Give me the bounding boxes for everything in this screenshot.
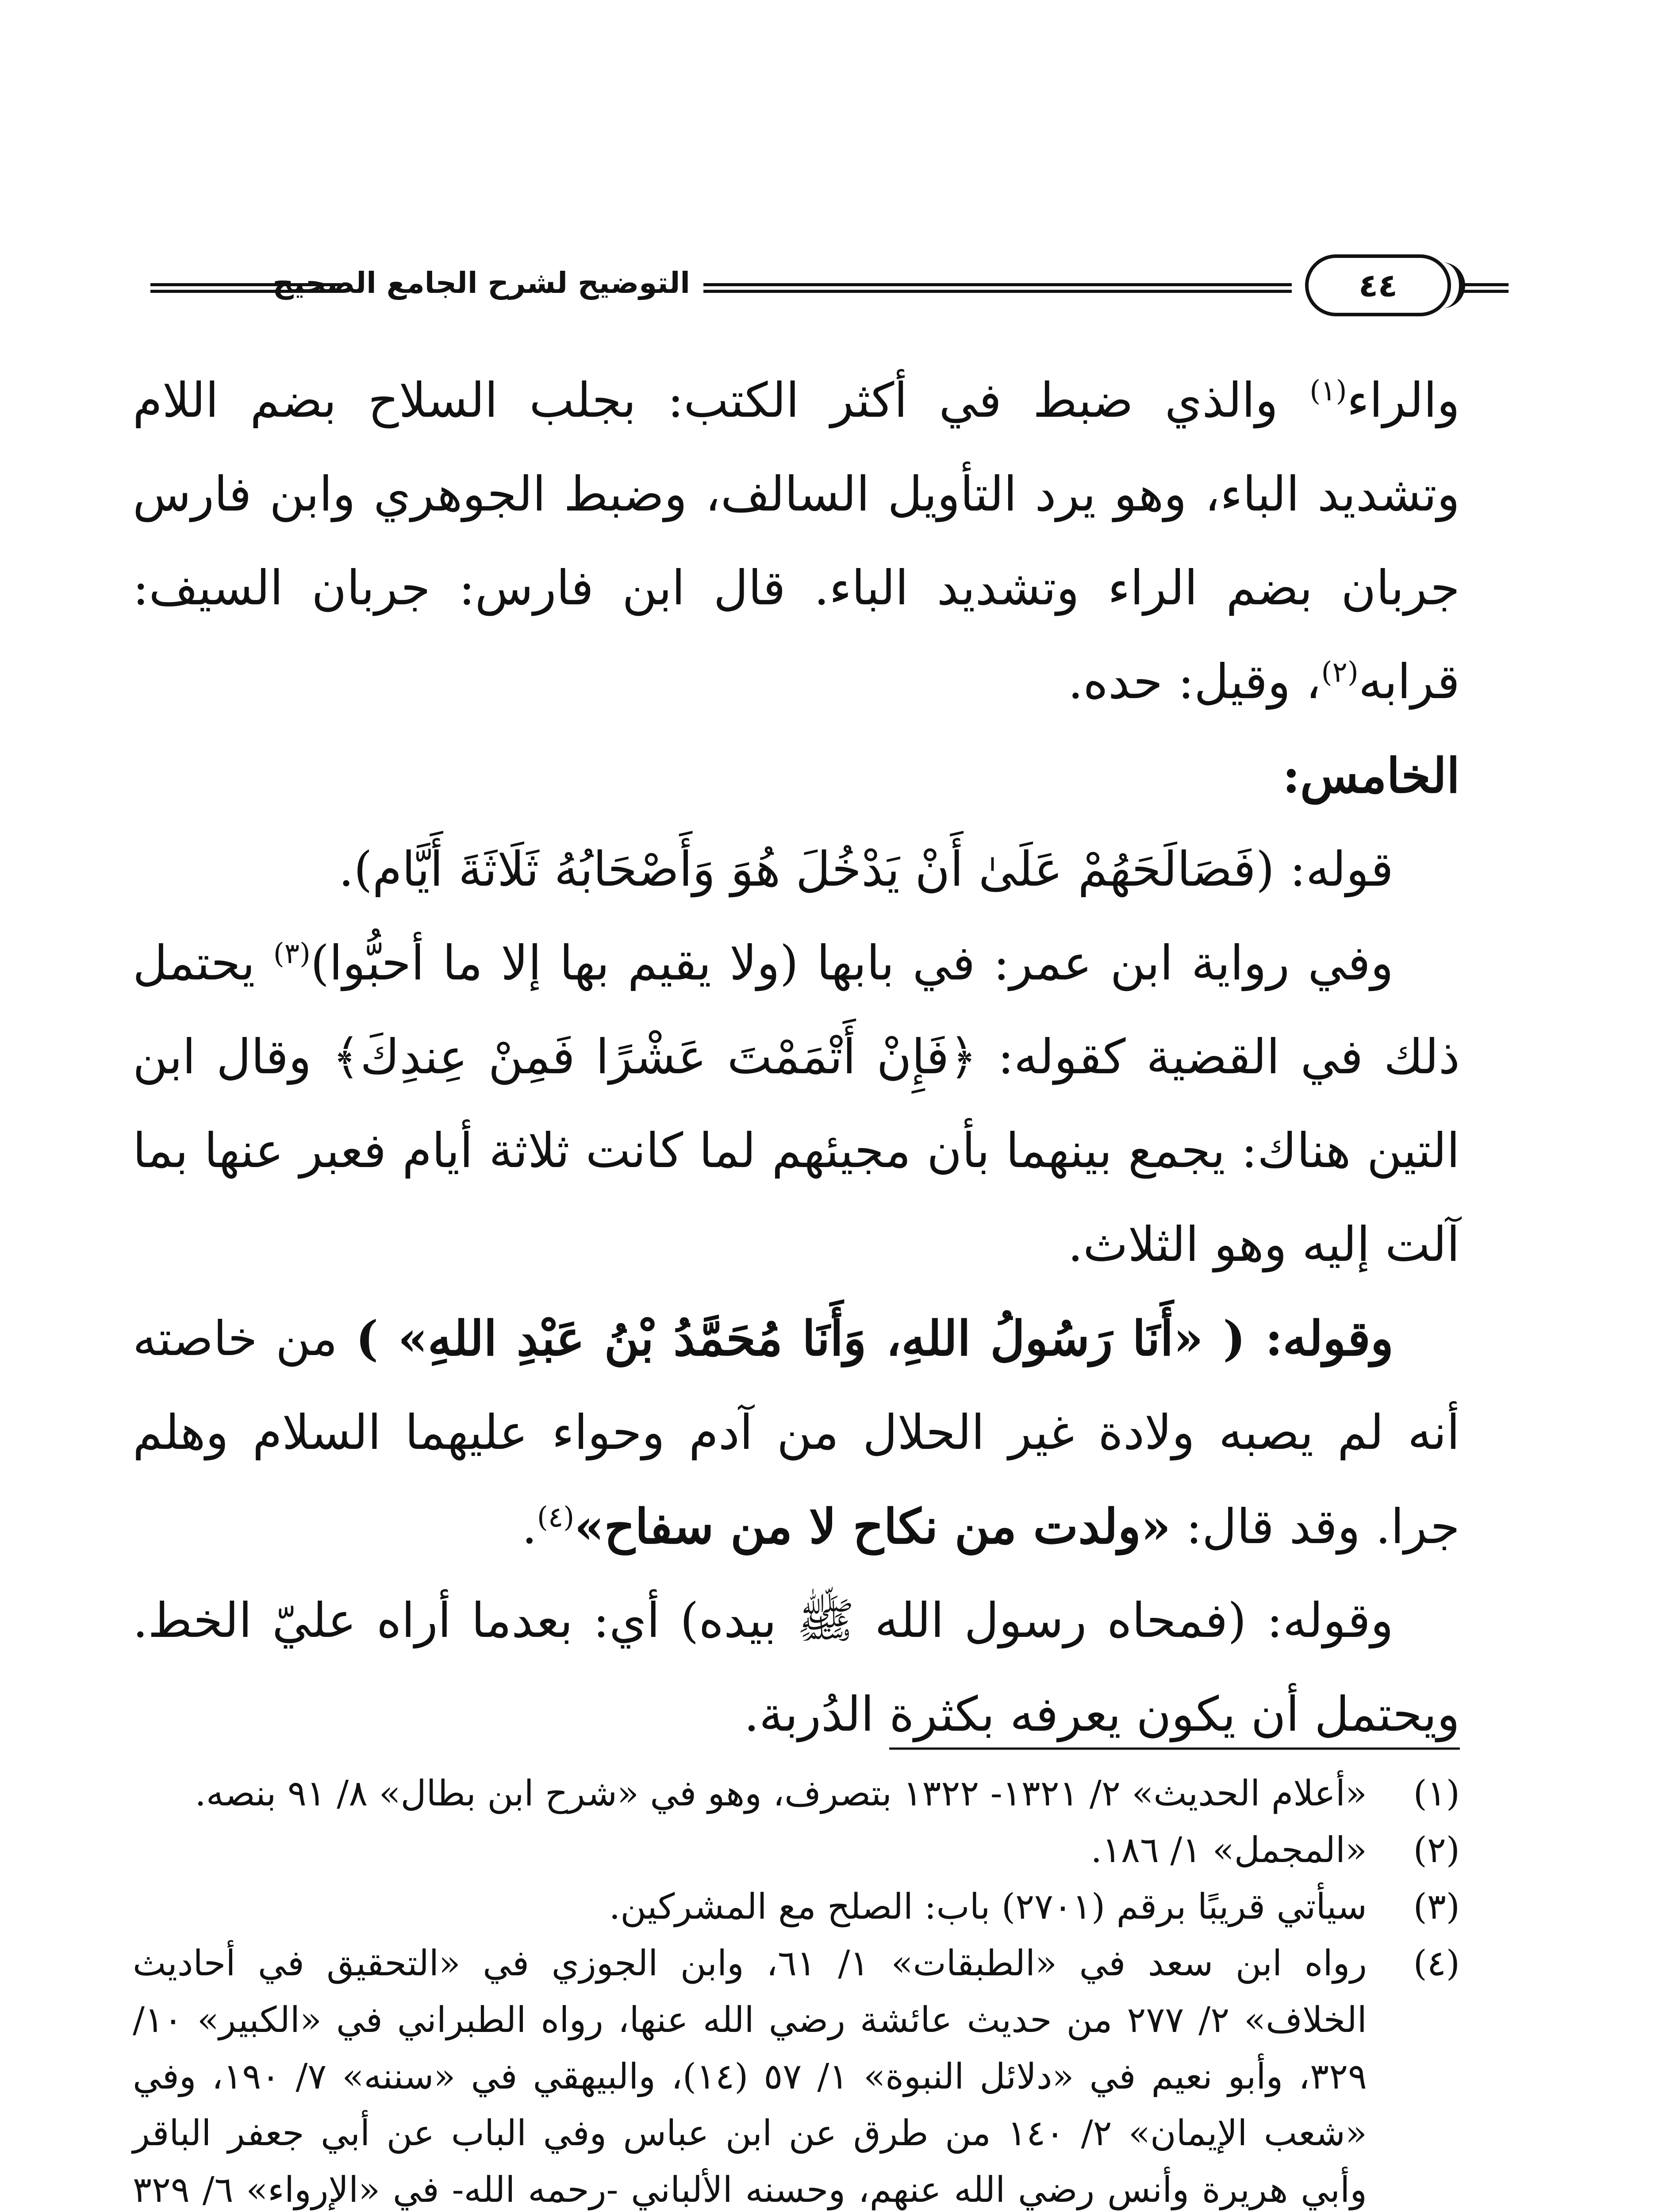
footnote-ref-4[interactable]: (٤) [537, 1501, 575, 1534]
footnote-4 [133, 1935, 1460, 2212]
text: يحتمل ذلك في القضية كقوله: [133, 936, 1460, 1085]
paragraph-5 [133, 1574, 1460, 1762]
hadith-quote: (فمحاه رسول الله ﷺ بيده) [680, 1593, 1247, 1648]
hadith-quote: (فَصَالَحَهُمْ عَلَىٰ أَنْ يَدْخُلَ هُوَ وَأَصْحَابُهُ ثَلَاثَةَ أَيَّام). [338, 842, 1275, 897]
text: والراء [1347, 373, 1460, 428]
page-number: ٤٤ [1359, 267, 1397, 304]
text: قوله: [1275, 842, 1394, 897]
text: وفي رواية ابن عمر: في بابها (ولا يقيم بها إلا ما أحبُّوا) [311, 936, 1394, 991]
footnote-1 [133, 1765, 1460, 1822]
footnote-3 [133, 1878, 1460, 1935]
footnote-ref-1[interactable]: (١) [1309, 375, 1347, 407]
text: أي: بعدما أراه عليّ الخط. ويحتمل أن يكون يعرفه بكثرة الدُربة. [133, 1593, 1460, 1742]
running-title: التوضيح لشرح الجامع الصحيح [273, 266, 690, 300]
paragraph-1 [133, 354, 1460, 729]
text: وقوله: [1245, 1311, 1394, 1367]
paragraph-4 [133, 1292, 1460, 1574]
hadith-quote-2: «ولدت من نكاح لا من سفاح» [574, 1499, 1171, 1555]
quran-quote: ﴿فَإِنْ أَتْمَمْتَ عَشْرًا فَمِنْ عِندِكَ﴾ [332, 1029, 977, 1085]
footnote-ref-2[interactable]: (٢) [1321, 656, 1359, 689]
paragraph-3 [133, 917, 1460, 1292]
header-rule-middle [703, 283, 1292, 293]
text: وقال ابن التين هناك: يجمع بينهما بأن مجيئهم لما كانت ثلاثة أيام فعبر عنها بما آلت إليه وهو الثلاث. [133, 1029, 1460, 1272]
text: والذي ضبط في أكثر الكتب: بجلب السلاح بضم اللام وتشديد الباء، وهو يرد التأويل السالف، وضبط الجوهري وابن فارس جربان بضم الراء وتشديد الباء. قال ابن فارس: جربان السيف: قرابه [133, 373, 1460, 710]
text: من خاصته أنه لم يصبه ولادة غير الحلال من آدم وحواء عليهما السلام وهلم جرا. وقد قال: [133, 1311, 1460, 1555]
footnote-text: «أعلام الحديث» ٢/ ١٣٢١- ١٣٢٢ بتصرف، وهو في «شرح ابن بطال» ٨/ ٩١ بنصه. [195, 1773, 1367, 1814]
footnote-number: (٣) [1413, 1886, 1460, 1927]
page-number-badge [1305, 254, 1451, 316]
footnote-2 [133, 1822, 1460, 1878]
footnotes [133, 1765, 1460, 2212]
text: . [522, 1499, 537, 1555]
footnote-text: رواه ابن سعد في «الطبقات» ١/ ٦١، وابن الجوزي في «التحقيق في أحاديث الخلاف» ٢/ ٢٧٧ من حديث عائشة رضي الله عنها، رواه الطبراني في «الكبير» ١٠/ ٣٢٩، وأبو نعيم في «دلائل النبوة» ١/ ٥٧ (١٤)، والبيهقي في «سننه» ٧/ ١٩٠، وفي «شعب الإيمان» ٢/ ١٤٠ من طرق عن ابن عباس وفي الباب عن أبي جعفر الباقر وأبي هريرة وأنس رضي الله عنهم، وحسنه الألباني -رحمه الله- في «الإرواء» ٦/ ٣٢٩ [133, 1943, 1367, 2210]
hadith-quote: ( «أَنَا رَسُولُ اللهِ، وَأَنَا مُحَمَّدُ بْنُ عَبْدِ اللهِ» ) [355, 1311, 1246, 1367]
main-text [133, 354, 1460, 1762]
footnote-ref-3[interactable]: (٣) [273, 937, 311, 970]
section-heading: الخامس: [1282, 748, 1460, 804]
text: ، وقيل: حده. [1068, 654, 1321, 710]
footnote-number: (٢) [1413, 1829, 1460, 1870]
footnote-number: (٤) [1413, 1943, 1460, 1984]
header-rule-right [1460, 283, 1509, 293]
footnote-text: سيأتي قريبًا برقم (٢٧٠١) باب: الصلح مع المشركين. [609, 1886, 1367, 1927]
footnote-separator [889, 1747, 1460, 1750]
text: وقوله: [1246, 1593, 1394, 1648]
footnote-text: «المجمل» ١/ ١٨٦. [1090, 1829, 1367, 1870]
footnote-number: (١) [1413, 1773, 1460, 1814]
paragraph-2 [133, 823, 1460, 917]
page-header [128, 248, 1509, 336]
